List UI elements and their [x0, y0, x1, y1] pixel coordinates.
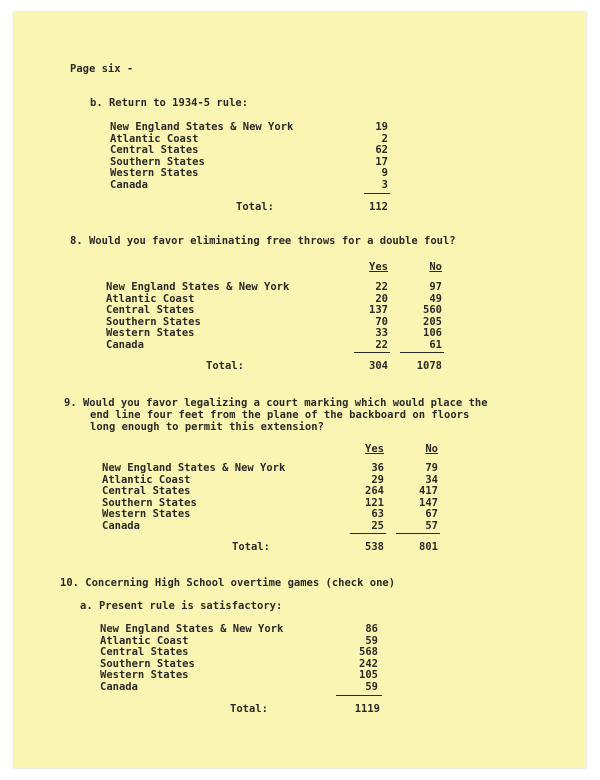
- region-label: Southern States: [106, 315, 201, 328]
- sum-rule: [336, 695, 382, 696]
- table-row: [14, 145, 586, 157]
- question-9-line-1: 9. Would you favor legalizing a court marking which would place the: [64, 397, 488, 409]
- value-cell: 3: [381, 178, 388, 191]
- total-no: 801: [419, 541, 438, 553]
- no-cell: 61: [429, 338, 442, 351]
- total-no: 1078: [416, 360, 442, 372]
- region-label: Atlantic Coast: [100, 634, 189, 647]
- region-label: New England States & New York: [102, 462, 286, 474]
- region-label: Southern States: [100, 657, 195, 670]
- region-label: Western States: [110, 167, 199, 179]
- question-10: 10. Concerning High School overtime games (check one): [60, 577, 396, 589]
- table-row: [14, 486, 586, 498]
- table-row: [14, 340, 586, 352]
- table-row: [14, 498, 586, 510]
- value-cell: 59: [365, 634, 378, 647]
- value-cell: 242: [359, 657, 378, 670]
- value-cell: 105: [359, 669, 378, 681]
- no-cell: 147: [419, 496, 438, 509]
- total-value: 1119: [354, 703, 380, 715]
- yes-cell: 121: [365, 496, 384, 509]
- table-row: [14, 463, 586, 475]
- table-row: [14, 475, 586, 487]
- total-value: 112: [369, 201, 388, 213]
- table-row: [14, 509, 586, 521]
- sum-rule: [364, 193, 390, 194]
- yes-sum-rule: [354, 352, 390, 353]
- yes-cell: 137: [369, 304, 388, 316]
- yes-sum-rule: [350, 533, 386, 534]
- yes-cell: 70: [375, 315, 388, 328]
- region-label: Western States: [106, 327, 195, 339]
- value-cell: 9: [381, 167, 388, 179]
- no-column-header: No: [425, 443, 438, 455]
- yes-cell: 36: [371, 462, 384, 474]
- total-row: [14, 542, 586, 554]
- table-row: [14, 180, 586, 192]
- region-label: Central States: [106, 304, 195, 316]
- yes-cell: 63: [371, 508, 384, 520]
- table-row: [14, 122, 586, 134]
- value-cell: 86: [365, 623, 378, 635]
- region-label: Atlantic Coast: [102, 473, 191, 486]
- question-10-sub-heading: a. Present rule is satisfactory:: [80, 600, 283, 612]
- table-row: [14, 328, 586, 340]
- region-label: Southern States: [110, 155, 205, 168]
- region-label: New England States & New York: [106, 281, 290, 293]
- no-cell: 79: [425, 462, 438, 474]
- region-label: New England States & New York: [110, 121, 294, 133]
- page-label: Page six -: [70, 63, 134, 75]
- region-label: Canada: [106, 338, 144, 351]
- table-row: [14, 294, 586, 306]
- region-label: Western States: [102, 508, 191, 520]
- no-cell: 106: [423, 327, 442, 339]
- table-row: [14, 521, 586, 533]
- document-page: [14, 12, 586, 768]
- total-row: [14, 704, 586, 716]
- no-sum-rule: [396, 533, 440, 534]
- yes-cell: 22: [375, 281, 388, 293]
- no-cell: 97: [429, 281, 442, 293]
- region-label: Southern States: [102, 496, 197, 509]
- yes-column-header: Yes: [369, 261, 388, 273]
- no-cell: 205: [423, 315, 442, 328]
- table-row: [14, 168, 586, 180]
- total-row: [14, 361, 586, 373]
- table-row: [14, 305, 586, 317]
- no-column-header: No: [429, 261, 442, 273]
- value-cell: 19: [375, 121, 388, 133]
- table-row: [14, 647, 586, 659]
- no-cell: 49: [429, 292, 442, 305]
- table-row: [14, 670, 586, 682]
- total-yes: 538: [365, 541, 384, 553]
- question-9-line-3: long enough to permit this extension?: [90, 421, 324, 433]
- yes-cell: 20: [375, 292, 388, 305]
- question-8: 8. Would you favor eliminating free throws for a double foul?: [70, 235, 456, 247]
- region-label: Atlantic Coast: [106, 292, 195, 305]
- region-label: Central States: [110, 144, 199, 156]
- no-cell: 34: [425, 473, 438, 486]
- question-9-line-2: end line four feet from the plane of the backboard on floors: [90, 409, 470, 421]
- region-label: Canada: [102, 519, 140, 532]
- region-label: Central States: [100, 646, 189, 658]
- yes-cell: 22: [375, 338, 388, 351]
- value-cell: 17: [375, 155, 388, 168]
- value-cell: 568: [359, 646, 378, 658]
- yes-cell: 264: [365, 485, 384, 497]
- region-label: Atlantic Coast: [110, 132, 199, 145]
- value-cell: 62: [375, 144, 388, 156]
- total-label: Total:: [236, 201, 274, 213]
- no-cell: 560: [423, 304, 442, 316]
- region-label: Canada: [100, 680, 138, 693]
- region-label: Central States: [102, 485, 191, 497]
- total-label: Total:: [232, 541, 270, 553]
- value-cell: 59: [365, 680, 378, 693]
- table-row: [14, 624, 586, 636]
- no-cell: 57: [425, 519, 438, 532]
- total-yes: 304: [369, 360, 388, 372]
- total-label: Total:: [206, 360, 244, 372]
- yes-cell: 25: [371, 519, 384, 532]
- table-row: [14, 282, 586, 294]
- table-row: [14, 157, 586, 169]
- no-sum-rule: [400, 352, 444, 353]
- no-cell: 67: [425, 508, 438, 520]
- table-row: [14, 134, 586, 146]
- value-cell: 2: [381, 132, 388, 145]
- region-label: Canada: [110, 178, 148, 191]
- region-label: New England States & New York: [100, 623, 284, 635]
- table-row: [14, 682, 586, 694]
- yes-column-header: Yes: [365, 443, 384, 455]
- no-cell: 417: [419, 485, 438, 497]
- total-label: Total:: [230, 703, 268, 715]
- table-row: [14, 317, 586, 329]
- total-row: [14, 202, 586, 214]
- section-b-heading: b. Return to 1934-5 rule:: [90, 97, 249, 109]
- yes-cell: 29: [371, 473, 384, 486]
- region-label: Western States: [100, 669, 189, 681]
- yes-cell: 33: [375, 327, 388, 339]
